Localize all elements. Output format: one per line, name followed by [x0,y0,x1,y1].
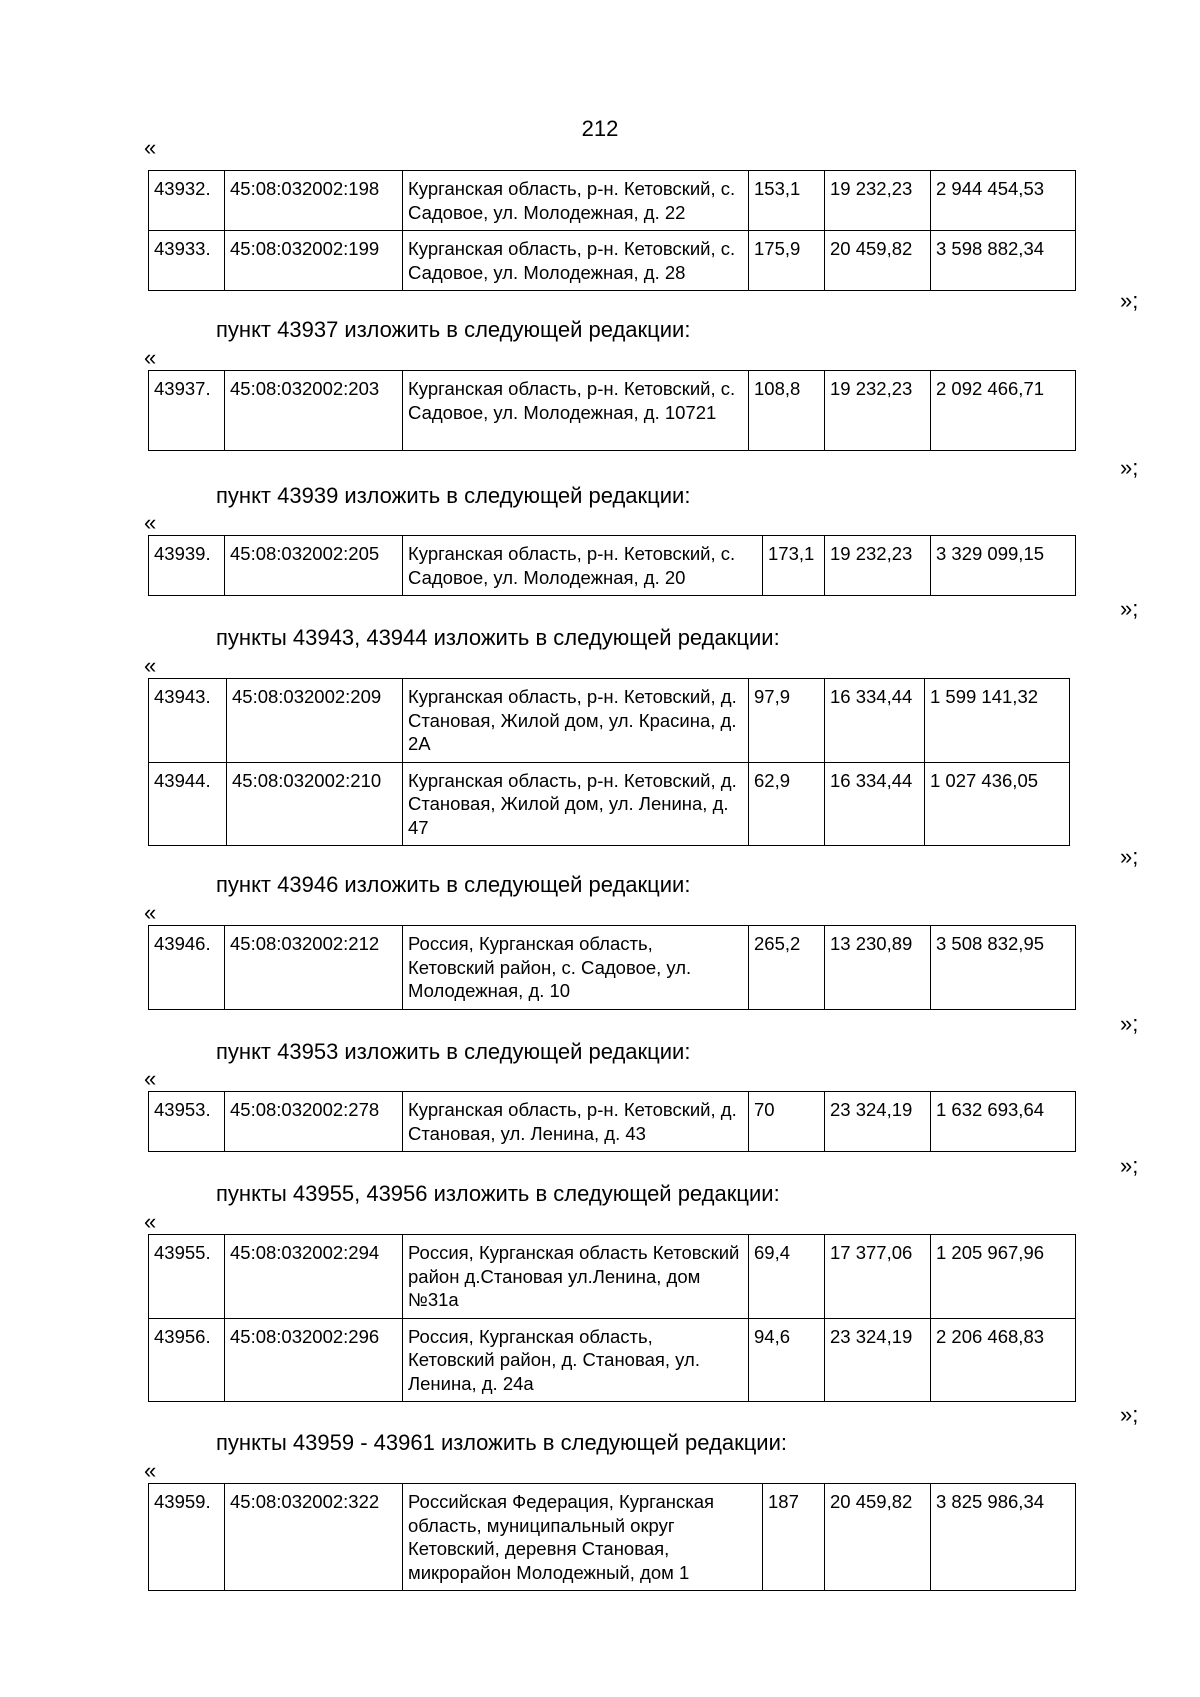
close-quote: »; [1120,596,1139,621]
amendment-instruction: пункты 43943, 43944 изложить в следующей редакции: [216,625,780,650]
table-row [149,371,1076,451]
address: Россия, Курганская область Кетовский район д.Становая ул.Ленина, дом №31а [403,1235,749,1319]
area: 97,9 [749,679,825,763]
address: Курганская область, р-н. Кетовский, д. Становая, ул. Ленина, д. 43 [403,1092,749,1152]
area: 265,2 [749,926,825,1010]
amendment-instruction: пункт 43946 изложить в следующей редакции: [216,872,691,897]
unit-price: 16 334,44 [825,679,925,763]
cadastral-number: 45:08:032002:209 [227,679,403,763]
row-number: 43943. [149,679,227,763]
open-quote: « [144,345,157,370]
area: 187 [763,1484,825,1591]
area: 70 [749,1092,825,1152]
total-value: 1 205 967,96 [931,1235,1076,1319]
table-row [149,679,1070,763]
row-number: 43956. [149,1318,225,1402]
cadastral-number: 45:08:032002:199 [225,231,403,291]
open-quote: « [144,900,157,925]
area: 153,1 [749,171,825,231]
unit-price: 16 334,44 [825,762,925,846]
row-number: 43939. [149,536,225,596]
table-row [149,231,1076,291]
total-value: 2 944 454,53 [931,171,1076,231]
total-value: 1 599 141,32 [925,679,1070,763]
row-number: 43932. [149,171,225,231]
amendment-instruction: пункты 43955, 43956 изложить в следующей редакции: [216,1181,780,1206]
cadastral-number: 45:08:032002:278 [225,1092,403,1152]
open-quote: « [144,510,157,535]
cadastral-number: 45:08:032002:294 [225,1235,403,1319]
close-quote: »; [1120,1153,1139,1178]
amendment-instruction: пункт 43939 изложить в следующей редакции: [216,483,691,508]
total-value: 3 329 099,15 [931,536,1076,596]
total-value: 3 825 986,34 [931,1484,1076,1591]
row-number: 43955. [149,1235,225,1319]
amendment-instruction: пункты 43959 - 43961 изложить в следующей редакции: [216,1430,788,1455]
table-row [149,1092,1076,1152]
row-number: 43944. [149,762,227,846]
total-value: 3 508 832,95 [931,926,1076,1010]
property-table [148,1483,1076,1591]
property-table [148,678,1070,846]
unit-price: 19 232,23 [825,171,931,231]
cadastral-number: 45:08:032002:322 [225,1484,403,1591]
address: Россия, Курганская область, Кетовский район, с. Садовое, ул. Молодежная, д. 10 [403,926,749,1010]
close-quote: »; [1120,455,1139,480]
row-number: 43953. [149,1092,225,1152]
page-number: 212 [581,116,619,141]
area: 62,9 [749,762,825,846]
unit-price: 23 324,19 [825,1092,931,1152]
table-row [149,536,1076,596]
unit-price: 19 232,23 [825,371,931,451]
open-quote: « [144,1066,157,1091]
address: Курганская область, р-н. Кетовский, с. Садовое, ул. Молодежная, д. 22 [403,171,749,231]
cadastral-number: 45:08:032002:203 [225,371,403,451]
table-row [149,1318,1076,1402]
area: 94,6 [749,1318,825,1402]
total-value: 2 092 466,71 [931,371,1076,451]
property-table [148,1234,1076,1402]
cadastral-number: 45:08:032002:210 [227,762,403,846]
total-value: 3 598 882,34 [931,231,1076,291]
total-value: 2 206 468,83 [931,1318,1076,1402]
area: 69,4 [749,1235,825,1319]
open-quote: « [144,135,157,160]
unit-price: 20 459,82 [825,231,931,291]
unit-price: 19 232,23 [825,536,931,596]
open-quote: « [144,1209,157,1234]
unit-price: 23 324,19 [825,1318,931,1402]
address: Российская Федерация, Курганская область, муниципальный округ Кетовский, деревня Становая, микрорайон Молодежный, дом 1 [403,1484,763,1591]
close-quote: »; [1120,844,1139,869]
cadastral-number: 45:08:032002:212 [225,926,403,1010]
close-quote: »; [1120,288,1139,313]
row-number: 43959. [149,1484,225,1591]
address: Курганская область, р-н. Кетовский, д. Становая, Жилой дом, ул. Ленина, д. 47 [403,762,749,846]
open-quote: « [144,1458,157,1483]
property-table [148,170,1076,291]
property-table [148,535,1076,596]
unit-price: 20 459,82 [825,1484,931,1591]
unit-price: 13 230,89 [825,926,931,1010]
table-row [149,762,1070,846]
property-table [148,925,1076,1010]
table-row [149,926,1076,1010]
address: Курганская область, р-н. Кетовский, д. Становая, Жилой дом, ул. Красина, д. 2А [403,679,749,763]
unit-price: 17 377,06 [825,1235,931,1319]
area: 175,9 [749,231,825,291]
table-row [149,1235,1076,1319]
close-quote: »; [1120,1011,1139,1036]
row-number: 43937. [149,371,225,451]
table-row [149,171,1076,231]
row-number: 43946. [149,926,225,1010]
property-table [148,1091,1076,1152]
address: Курганская область, р-н. Кетовский, с. Садовое, ул. Молодежная, д. 20 [403,536,763,596]
cadastral-number: 45:08:032002:198 [225,171,403,231]
area: 173,1 [763,536,825,596]
area: 108,8 [749,371,825,451]
cadastral-number: 45:08:032002:205 [225,536,403,596]
total-value: 1 027 436,05 [925,762,1070,846]
row-number: 43933. [149,231,225,291]
property-table [148,370,1076,451]
address: Курганская область, р-н. Кетовский, с. Садовое, ул. Молодежная, д. 28 [403,231,749,291]
address: Курганская область, р-н. Кетовский, с. Садовое, ул. Молодежная, д. 10721 [403,371,749,451]
address: Россия, Курганская область, Кетовский район, д. Становая, ул. Ленина, д. 24а [403,1318,749,1402]
cadastral-number: 45:08:032002:296 [225,1318,403,1402]
amendment-instruction: пункт 43937 изложить в следующей редакции: [216,317,691,342]
total-value: 1 632 693,64 [931,1092,1076,1152]
amendment-instruction: пункт 43953 изложить в следующей редакции: [216,1039,691,1064]
table-row [149,1484,1076,1591]
open-quote: « [144,653,157,678]
close-quote: »; [1120,1402,1139,1427]
